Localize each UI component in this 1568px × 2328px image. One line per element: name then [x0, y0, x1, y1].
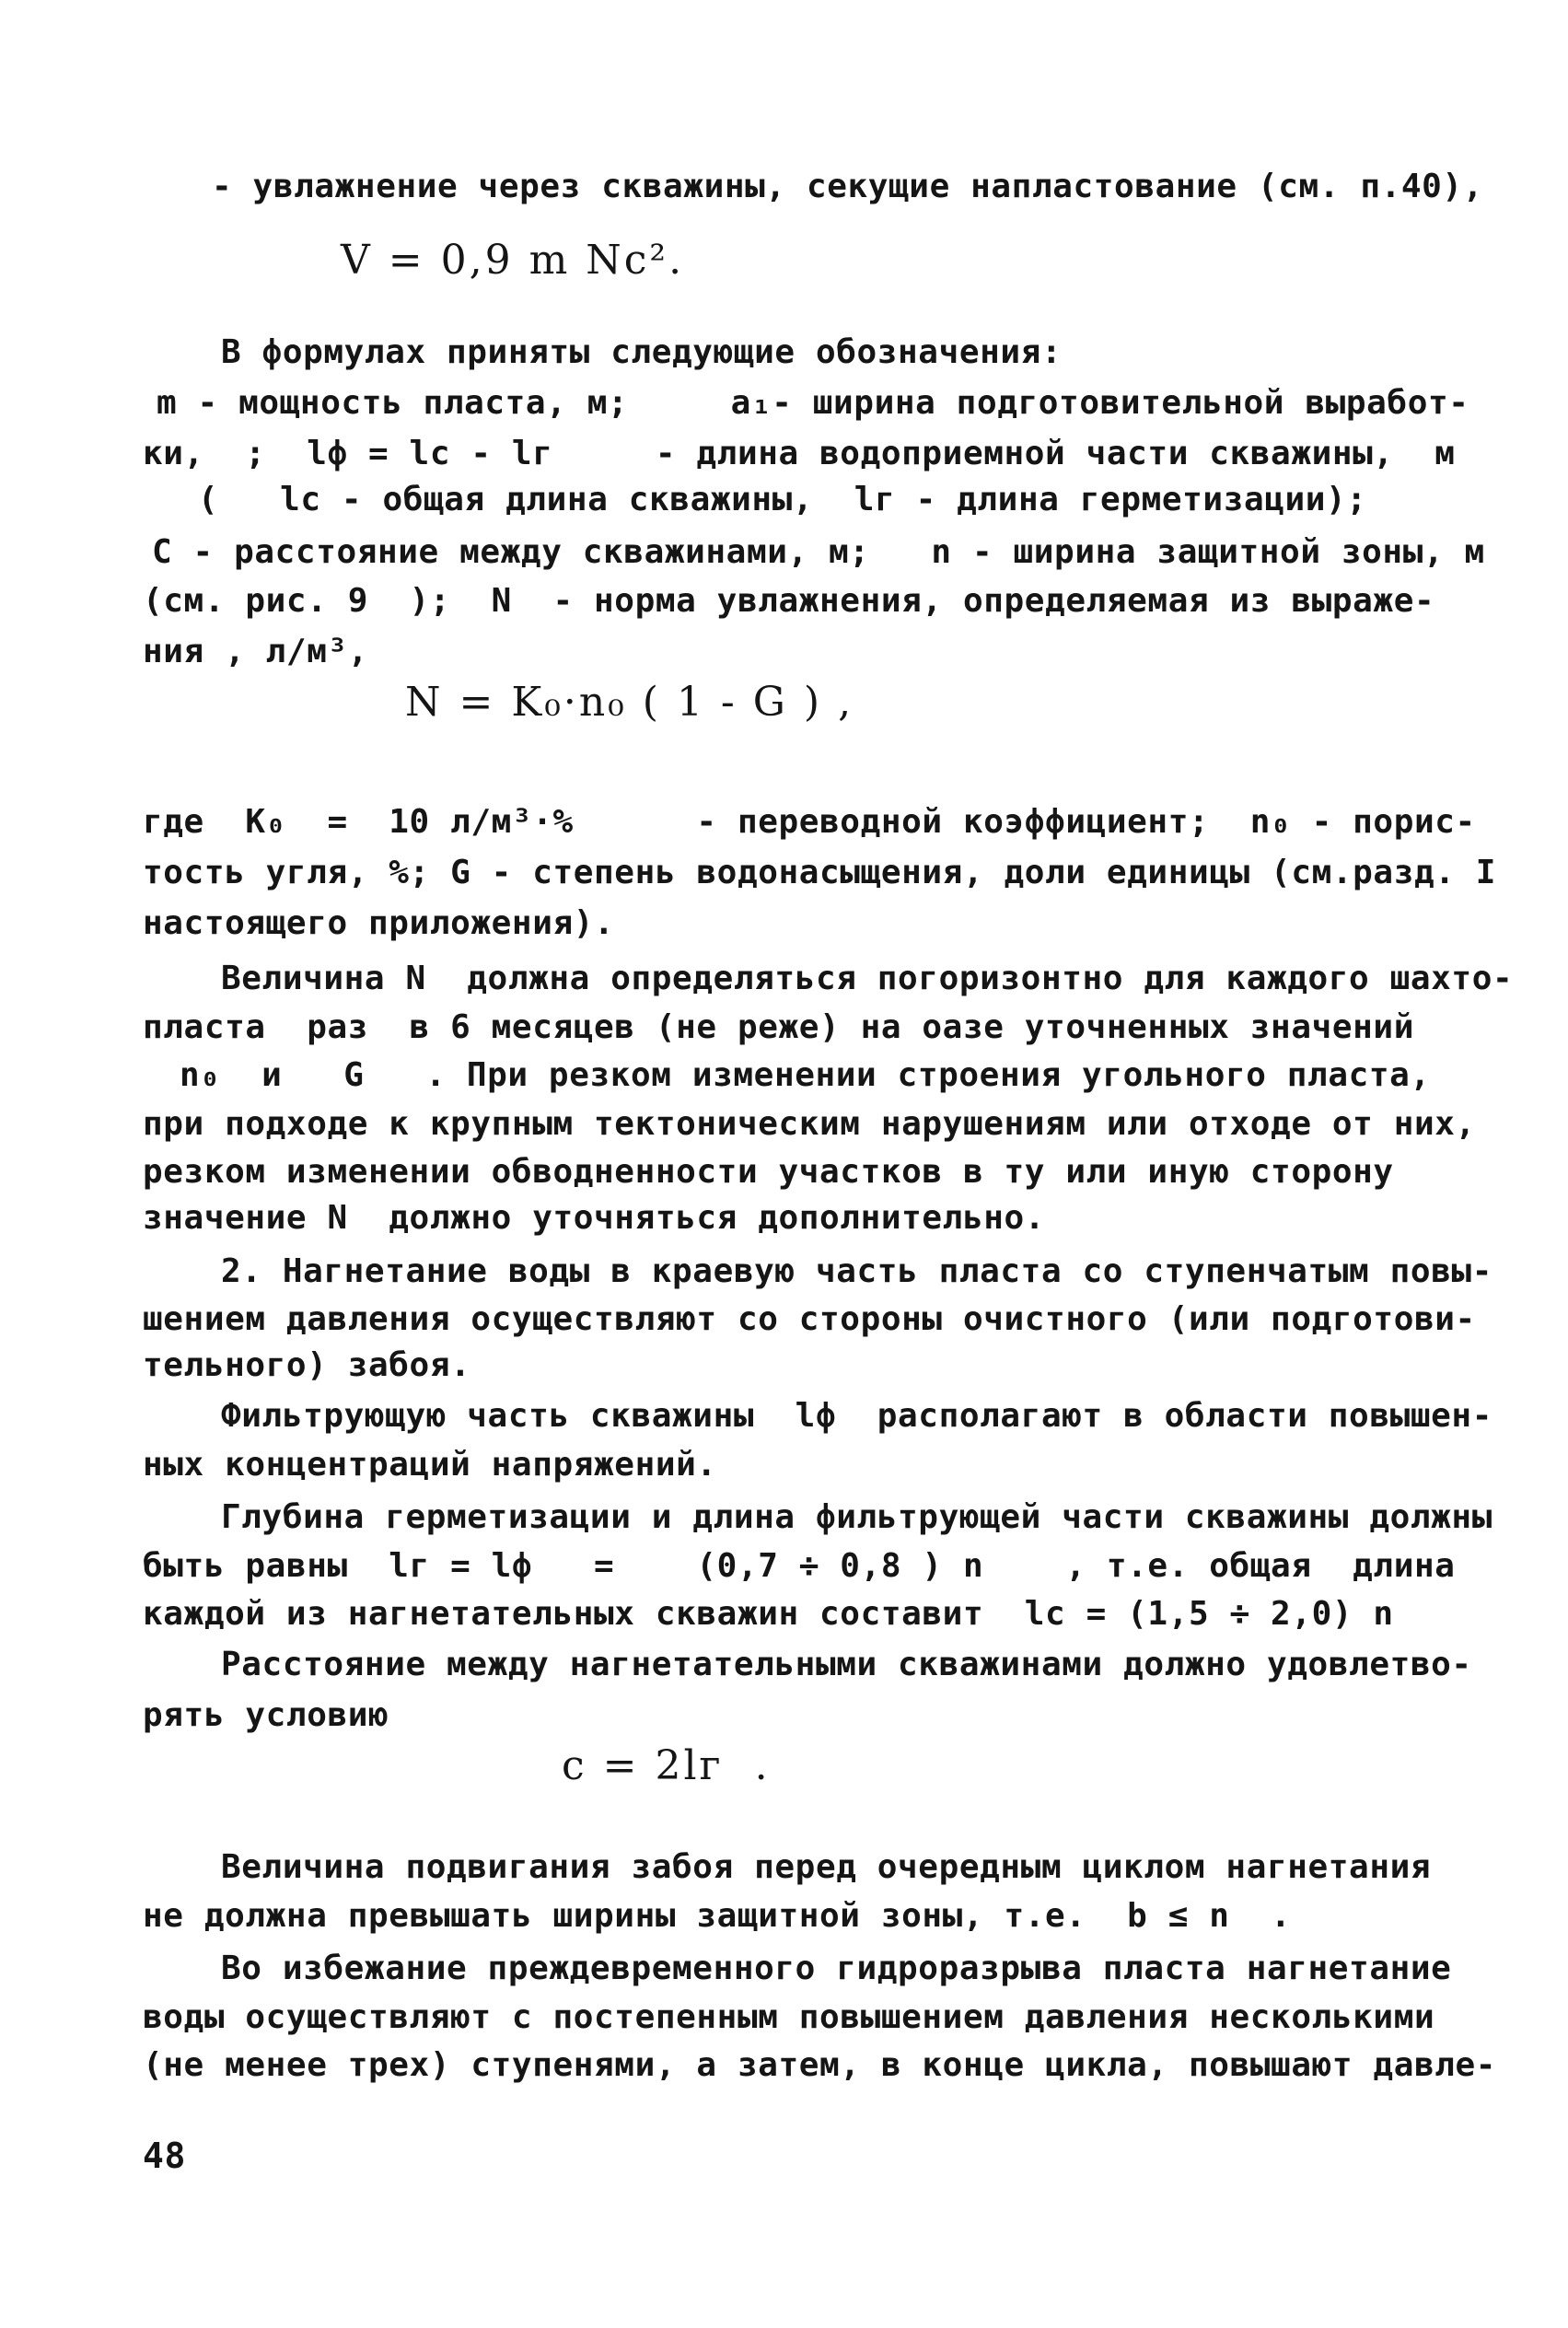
formula-norm: N = K₀·n₀ ( 1 - G ) , [405, 679, 854, 726]
text-line: тость угля, %; G - степень водонасыщения, доли единицы (см.разд. I [143, 854, 1497, 891]
text-line: ки, ; lф = lс - lг - длина водоприемной части скважины, м [143, 435, 1456, 472]
text-line: рять условию [143, 1696, 389, 1734]
text-line: Глубина герметизации и длина фильтрующей части скважины должны [221, 1498, 1493, 1536]
text-line: - увлажнение через скважины, секущие напластование (см. п.40), [212, 168, 1483, 205]
text-line: Во избежание преждевременного гидроразрыва пласта нагнетание [221, 1950, 1452, 1987]
text-line: (не менее трех) ступенями, а затем, в конце цикла, повышают давле- [143, 2046, 1497, 2084]
text-line: С - расстояние между скважинами, м; n - ширина защитной зоны, м [152, 533, 1485, 571]
formula-distance: c = 2lг . [562, 1742, 771, 1789]
text-line: где K₀ = 10 л/м³·% - переводной коэффициент; n₀ - порис- [143, 803, 1476, 841]
text-line: Расстояние между нагнетательными скважинами должно удовлетво- [221, 1646, 1472, 1683]
text-line: Величина N должна определяться погоризонтно для каждого шахто- [221, 960, 1514, 997]
text-line: каждой из нагнетательных скважин составит lс = (1,5 ÷ 2,0) n [143, 1595, 1394, 1633]
text-line: Фильтрующую часть скважины lф располагают в области повышен- [221, 1397, 1493, 1435]
text-line: m - мощность пласта, м; a₁- ширина подготовительной выработ- [157, 384, 1469, 422]
text-line: при подходе к крупным тектоническим нарушениям или отходе от них, [143, 1105, 1476, 1143]
text-line: ( lс - общая длина скважины, lг - длина герметизации); [198, 481, 1367, 518]
page-number: 48 [143, 2136, 186, 2176]
text-line: значение N должно уточняться дополнительно. [143, 1199, 1046, 1237]
text-line: шением давления осуществляют со стороны очистного (или подготови- [143, 1300, 1476, 1338]
text-line: n₀ и G . При резком изменении строения угольного пласта, [180, 1056, 1431, 1094]
formula-volume: V = 0,9 m Nc². [341, 237, 685, 284]
text-line: В формулах приняты следующие обозначения: [221, 333, 1063, 371]
text-line: резком изменении обводненности участков в ту или иную сторону [143, 1153, 1394, 1191]
text-line: (см. рис. 9 ); N - норма увлажнения, определяемая из выраже- [143, 582, 1435, 620]
text-line: воды осуществляют с постепенным повышением давления несколькими [143, 1998, 1435, 2036]
text-line: Величина подвигания забоя перед очередным циклом нагнетания [221, 1848, 1432, 1886]
text-line: ния , л/м³, [143, 633, 369, 670]
text-line: быть равны lг = lф = (0,7 ÷ 0,8 ) n , т.е. общая длина [143, 1547, 1456, 1585]
text-line: тельного) забоя. [143, 1346, 471, 1384]
text-line: ных концентраций напряжений. [143, 1446, 717, 1484]
text-line: настоящего приложения). [143, 904, 615, 942]
text-line: пласта раз в 6 месяцев (не реже) на оазе уточненных значений [143, 1008, 1414, 1046]
text-line: 2. Нагнетание воды в краевую часть пласта со ступенчатым повы- [221, 1252, 1493, 1290]
text-line: не должна превышать ширины защитной зоны, т.е. b ≤ n . [143, 1897, 1292, 1935]
